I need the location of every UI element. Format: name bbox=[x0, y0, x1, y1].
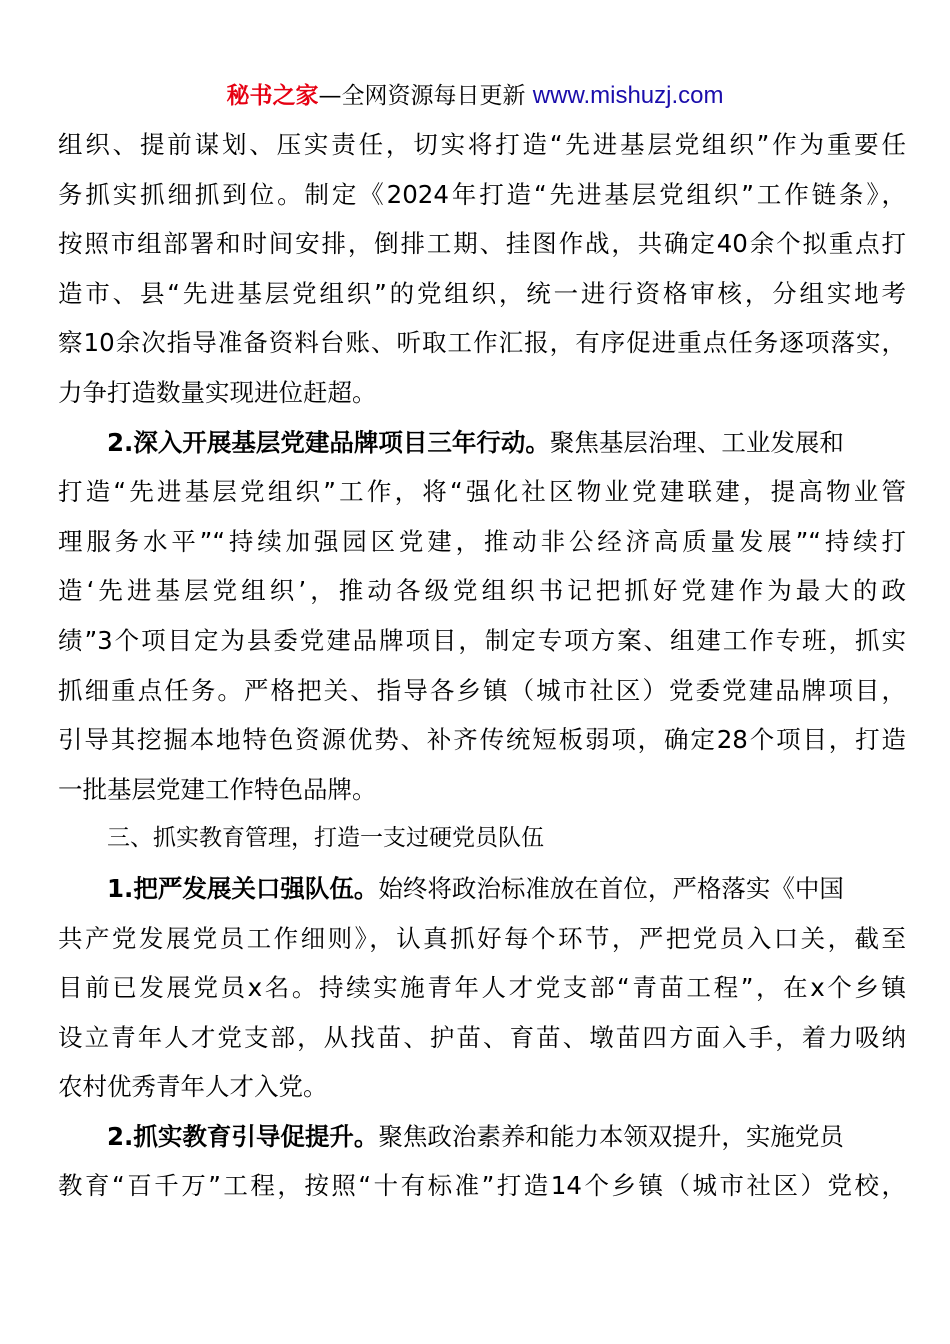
paragraph-3 bbox=[58, 864, 906, 1112]
text-line: 力争打造数量实现进位赶超。 bbox=[58, 377, 377, 407]
paragraph-text: 始终将政治标准放在首位，严格落实《中国 bbox=[378, 873, 844, 903]
paragraph-text: 聚焦政治素养和能力本领双提升，实施党员 bbox=[378, 1121, 844, 1151]
text-line: 农村优秀青年人才入党。 bbox=[58, 1072, 328, 1102]
text-line: 教育“百千万”工程，按照“十有标准”打造14个乡镇（城市社区）党校， bbox=[58, 1171, 906, 1201]
text-line: 一批基层党建工作特色品牌。 bbox=[58, 774, 377, 804]
text-line: 造市、县“先进基层党组织”的党组织，统一进行资格审核，分组实地考 bbox=[58, 278, 906, 308]
header-url-link[interactable]: www.mishuzj.com bbox=[532, 82, 724, 109]
text-line: 打造“先进基层党组织”工作，将“强化社区物业党建联建，提高物业管 bbox=[58, 477, 906, 507]
text-line: 务抓实抓细抓到位。制定《2024年打造“先进基层党组织”工作链条》， bbox=[58, 179, 906, 209]
text-line bbox=[58, 864, 906, 914]
paragraph-heading: 2.深入开展基层党建品牌项目三年行动。 bbox=[107, 427, 550, 457]
header-brand: 秘书之家 bbox=[226, 83, 319, 109]
header-tagline: —全网资源每日更新 bbox=[318, 83, 526, 109]
text-line: 抓细重点任务。严格把关、指导各乡镇（城市社区）党委党建品牌项目， bbox=[58, 675, 906, 705]
paragraph-text: 聚焦基层治理、工业发展和 bbox=[549, 427, 844, 457]
section-heading: 三、抓实教育管理，打造一支过硬党员队伍 bbox=[107, 825, 544, 852]
text-line: 引导其挖掘本地特色资源优势、补齐传统短板弱项，确定28个项目，打造 bbox=[58, 725, 906, 755]
text-line: 设立青年人才党支部，从找苗、护苗、育苗、墩苗四方面入手，着力吸纳 bbox=[58, 1022, 906, 1052]
paragraph-heading: 2.抓实教育引导促提升。 bbox=[107, 1121, 379, 1151]
paragraph-1 bbox=[58, 120, 906, 418]
text-line: 组织、提前谋划、压实责任，切实将打造“先进基层党组织”作为重要任 bbox=[58, 130, 906, 159]
paragraph-2 bbox=[58, 418, 906, 815]
text-line: 察10余次指导准备资料台账、听取工作汇报，有序促进重点任务逐项落实， bbox=[58, 328, 906, 358]
text-line: 共产党发展党员工作细则》，认真抓好每个环节，严把党员入口关，截至 bbox=[58, 923, 906, 953]
text-line: 绩”3个项目定为县委党建品牌项目，制定专项方案、组建工作专班，抓实 bbox=[58, 625, 906, 655]
text-line: 按照市组部署和时间安排，倒排工期、挂图作战，共确定40余个拟重点打 bbox=[58, 229, 906, 259]
paragraph-4 bbox=[58, 1112, 906, 1211]
text-line bbox=[58, 418, 906, 468]
text-line: 造‘先进基层党组织’，推动各级党组织书记把抓好党建作为最大的政 bbox=[58, 576, 906, 606]
text-line bbox=[58, 1112, 906, 1162]
text-line: 目前已发展党员x名。持续实施青年人才党支部“青苗工程”，在x个乡镇 bbox=[58, 973, 906, 1003]
text-line: 理服务水平”“持续加强园区党建，推动非公经济高质量发展”“持续打 bbox=[58, 526, 906, 556]
paragraph-heading: 1.把严发展关口强队伍。 bbox=[107, 873, 379, 903]
document-body bbox=[58, 120, 906, 1211]
page-header bbox=[0, 80, 950, 112]
